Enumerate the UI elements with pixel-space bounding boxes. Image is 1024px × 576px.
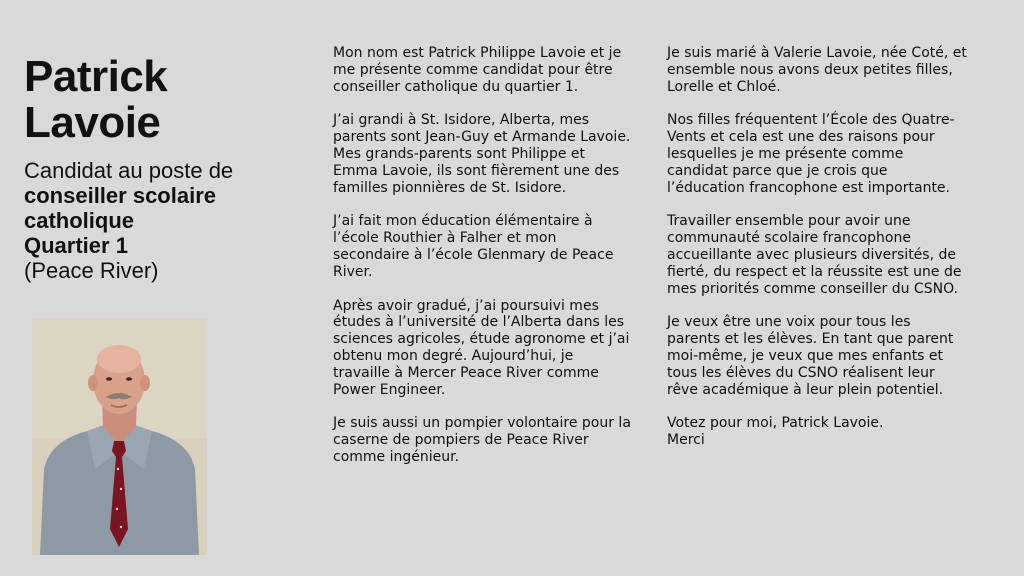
bio-paragraph: Après avoir gradué, j’ai poursuivi mes études à l’université de l’Alberta dans les sciences agricoles, étude agronome et j’ai obtenu mon degré. Aujourd’hui, je travaille à Mercer Peace River comme Power Engineer. [333,297,630,398]
candidate-photo [32,319,207,555]
subtitle-line-3: catholique [24,208,135,233]
bio-paragraph: J’ai fait mon éducation élémentaire à l’école Routhier à Falher et mon secondaire à l’école Glenmary de Peace River. [333,213,614,280]
bio-paragraph: Je suis aussi un pompier volontaire pour la caserne de pompiers de Peace River comme ingénieur. [333,415,631,465]
bio-paragraph: J’ai grandi à St. Isidore, Alberta, mes parents sont Jean-Guy et Armande Lavoie. Mes grands-parents sont Philippe et Emma Lavoie, ils sont fièrement une des familles pionnières de St. Isidore. [333,112,631,196]
bio-paragraph: Travailler ensemble pour avoir une communauté scolaire francophone accueillante avec plusieurs diversités, de fierté, du respect et la réussite est une de mes priorités comme conseiller du CSNO. [667,213,962,297]
first-name: Patrick [24,52,168,101]
subtitle-line-2: conseiller scolaire [24,183,216,208]
closing-statement [667,415,967,449]
last-name: Lavoie [24,98,161,147]
vote-line: Votez pour moi, Patrick Lavoie. [667,415,884,432]
subtitle-line-1: Candidat au poste de [24,158,234,183]
bio-paragraph: Je suis marié à Valerie Lavoie, née Coté, et ensemble nous avons deux petites filles, Lorelle et Chloé. [667,45,967,95]
subtitle-line-5: (Peace River) [24,258,159,283]
biography-column-2 [667,45,967,466]
bio-paragraph: Je veux être une voix pour tous les parents et les élèves. En tant que parent moi-même, je veux que mes enfants et tous les élèves du CSNO réalisent leur rêve académique à leur plein potentiel. [667,314,954,398]
thanks-line: Merci [667,432,705,449]
biography-column-1 [333,45,633,483]
subtitle-line-4: Quartier 1 [24,233,128,258]
candidacy-subtitle [24,158,284,283]
candidate-name [24,54,167,146]
bio-paragraph: Mon nom est Patrick Philippe Lavoie et je me présente comme candidat pour être conseiller catholique du quartier 1. [333,45,622,95]
bio-paragraph: Nos filles fréquentent l’École des Quatre-Vents et cela est une des raisons pour lesquelles je me présente comme candidat parce que je crois que l’éducation francophone est importante. [667,112,955,196]
portrait-illustration [32,319,207,555]
